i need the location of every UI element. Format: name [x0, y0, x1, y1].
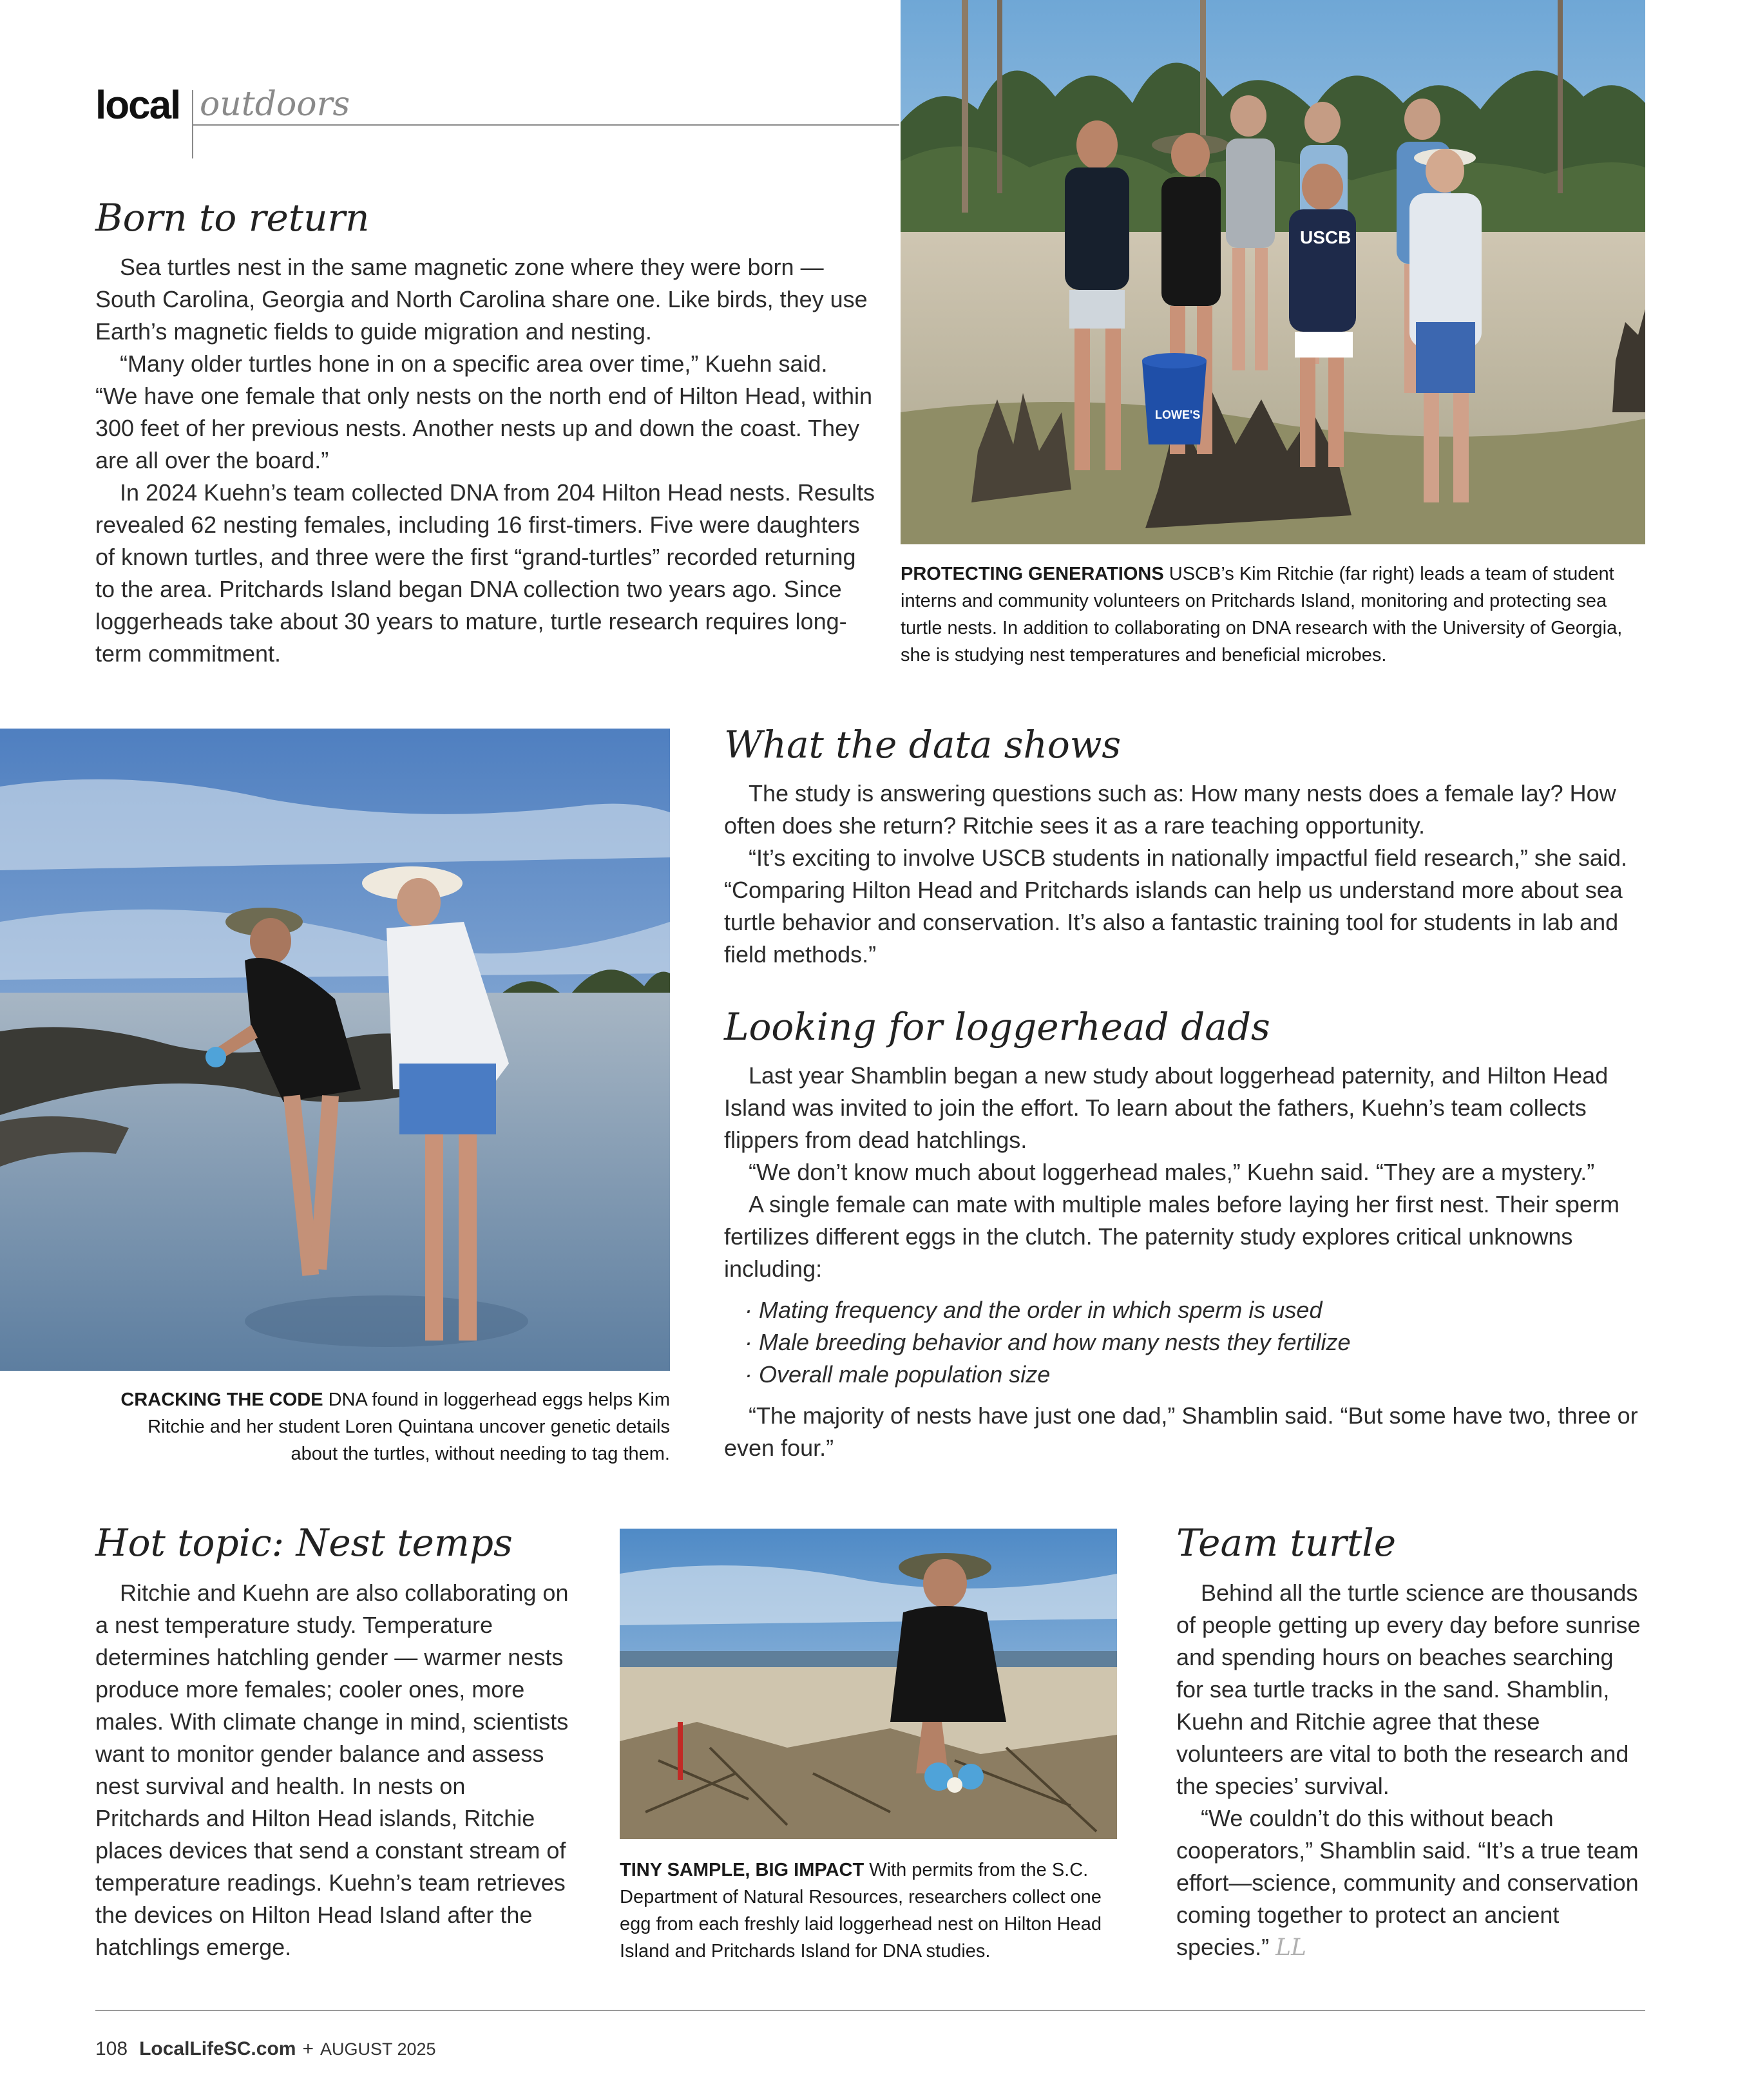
caption-team-photo	[901, 560, 1635, 669]
paragraph: “We don’t know much about loggerhead males,” Kuehn said. “They are a mystery.”	[749, 1159, 1595, 1185]
page-number: 108	[95, 2038, 128, 2059]
caption-text: With permits from the S.C. Department of Natural Resources, researchers collect one egg from each freshly laid loggerhead nest on Hilton Head Island and Pritchards Island for DNA studies.	[620, 1860, 1102, 1962]
footer-separator: +	[302, 2038, 314, 2059]
paragraph	[1176, 1802, 1645, 1964]
article-team-turtle	[1176, 1577, 1645, 1964]
list-item: · Overall male population size	[745, 1359, 1645, 1391]
footer-site: LocalLifeSC.com	[139, 2038, 296, 2059]
heading-team-turtle: Team turtle	[1176, 1521, 1397, 1565]
paragraph: A single female can mate with multiple males before laying her first nest. Their sperm fertilizes different eggs in the clutch. The paternity study explores critical unknowns including:	[724, 1191, 1619, 1282]
caption-nest-photo	[620, 1857, 1117, 1965]
shirt-logo-text: USCB	[1300, 227, 1351, 247]
article-what-the-data-shows	[724, 778, 1645, 971]
caption-lead: CRACKING THE CODE	[120, 1389, 323, 1410]
unknowns-list	[724, 1294, 1645, 1391]
heading-nest-temps: Hot topic: Nest temps	[95, 1521, 513, 1565]
caption-lead: TINY SAMPLE, BIG IMPACT	[620, 1860, 864, 1880]
header-divider-horizontal	[192, 124, 899, 126]
heading-loggerhead-dads: Looking for loggerhead dads	[724, 1005, 1270, 1049]
paragraph: “It’s exciting to involve USCB students in nationally impactful field research,” she said. “Comparing Hilton Head and Pritchards islands can help us understand more about sea turtle behavior and conservation. It’s also a fantastic training tool for students in lab and field methods.”	[724, 845, 1627, 968]
heading-what-the-data-shows: What the data shows	[724, 723, 1122, 767]
paragraph: The study is answering questions such as: How many nests does a female lay? How often does she return? Ritchie sees it as a rare teaching opportunity.	[724, 780, 1616, 839]
caption-sampling-photo	[116, 1386, 670, 1467]
paragraph: “The majority of nests have just one dad,” Shamblin said. “But some have two, three or even four.”	[724, 1402, 1638, 1461]
paragraph: Last year Shamblin began a new study about loggerhead paternity, and Hilton Head Island was invited to join the effort. To learn about the fathers, Kuehn’s team collects flippers from dead hatchlings.	[724, 1062, 1609, 1153]
caption-text: USCB’s Kim Ritchie (far right) leads a team of student interns and community volunteers on Pritchards Island, monitoring and protecting sea turtle nests. In addition to collaborating on DNA research with the University of Georgia, she is studying nest temperatures and beneficial microbes.	[901, 564, 1623, 665]
caption-text: DNA found in loggerhead eggs helps Kim Ritchie and her student Loren Quintana uncover genetic details about the turtles, without needing to tag them.	[148, 1389, 670, 1464]
end-mark: LL	[1275, 1934, 1306, 1961]
paragraph: Behind all the turtle science are thousands of people getting up every day before sunrise and spending hours on beaches searching for sea turtle tracks in the sand. Shamblin, Kuehn and Ritchie agree that these volunteers are vital to both the research and the species’ survival.	[1176, 1580, 1641, 1799]
photo-nest-sample	[620, 1529, 1117, 1839]
photo-dna-sampling	[0, 729, 670, 1371]
photo-team-on-beach	[901, 0, 1645, 544]
bucket-logo-text: LOWE'S	[1155, 408, 1201, 421]
article-nest-temps	[95, 1577, 575, 1963]
paragraph: In 2024 Kuehn’s team collected DNA from 204 Hilton Head nests. Results revealed 62 nesting females, including 16 first-timers. Five were daughters of known turtles, and three were the first “grand-turtles” recorded returning to the area. Pritchards Island began DNA collection two years ago. Since loggerheads take about 30 years to mature, turtle research requires long-term commitment.	[95, 479, 875, 667]
paragraph: “Many older turtles hone in on a specific area over time,” Kuehn said. “We have one female that only nests on the north end of Hilton Head, within 300 feet of her previous nests. Another nests up and down the coast. They are all over the board.”	[95, 350, 873, 473]
list-item: · Mating frequency and the order in which sperm is used	[745, 1294, 1645, 1326]
list-item: · Male breeding behavior and how many nests they fertilize	[745, 1326, 1645, 1359]
footer-divider	[95, 2010, 1645, 2011]
article-born-to-return	[95, 251, 875, 670]
footer-issue: AUGUST 2025	[320, 2039, 436, 2059]
caption-lead: PROTECTING GENERATIONS	[901, 564, 1164, 584]
section-name: outdoors	[200, 85, 350, 124]
article-loggerhead-dads	[724, 1060, 1645, 1464]
paragraph: Ritchie and Kuehn are also collaborating on a nest temperature study. Temperature determines hatchling gender — warmer nests produce more females; cooler ones, more males. With climate change in mind, scientists want to monitor gender balance and assess nest survival and health. In nests on Pritchards and Hilton Head islands, Ritchie places devices that send a constant stream of temperature readings. Kuehn’s team retrieves the devices on Hilton Head Island after the hatchlings emerge.	[95, 1580, 569, 1960]
heading-born-to-return: Born to return	[95, 196, 370, 240]
section-brand: local	[95, 83, 180, 128]
page-footer	[95, 2038, 436, 2060]
paragraph-text: “We couldn’t do this without beach cooperators,” Shamblin said. “It’s a true team effort—science, community and conservation coming together to protect an ancient species.”	[1176, 1805, 1639, 1960]
paragraph: Sea turtles nest in the same magnetic zone where they were born — South Carolina, Georgia and North Carolina share one. Like birds, they use Earth’s magnetic fields to guide migration and nesting.	[95, 254, 868, 345]
